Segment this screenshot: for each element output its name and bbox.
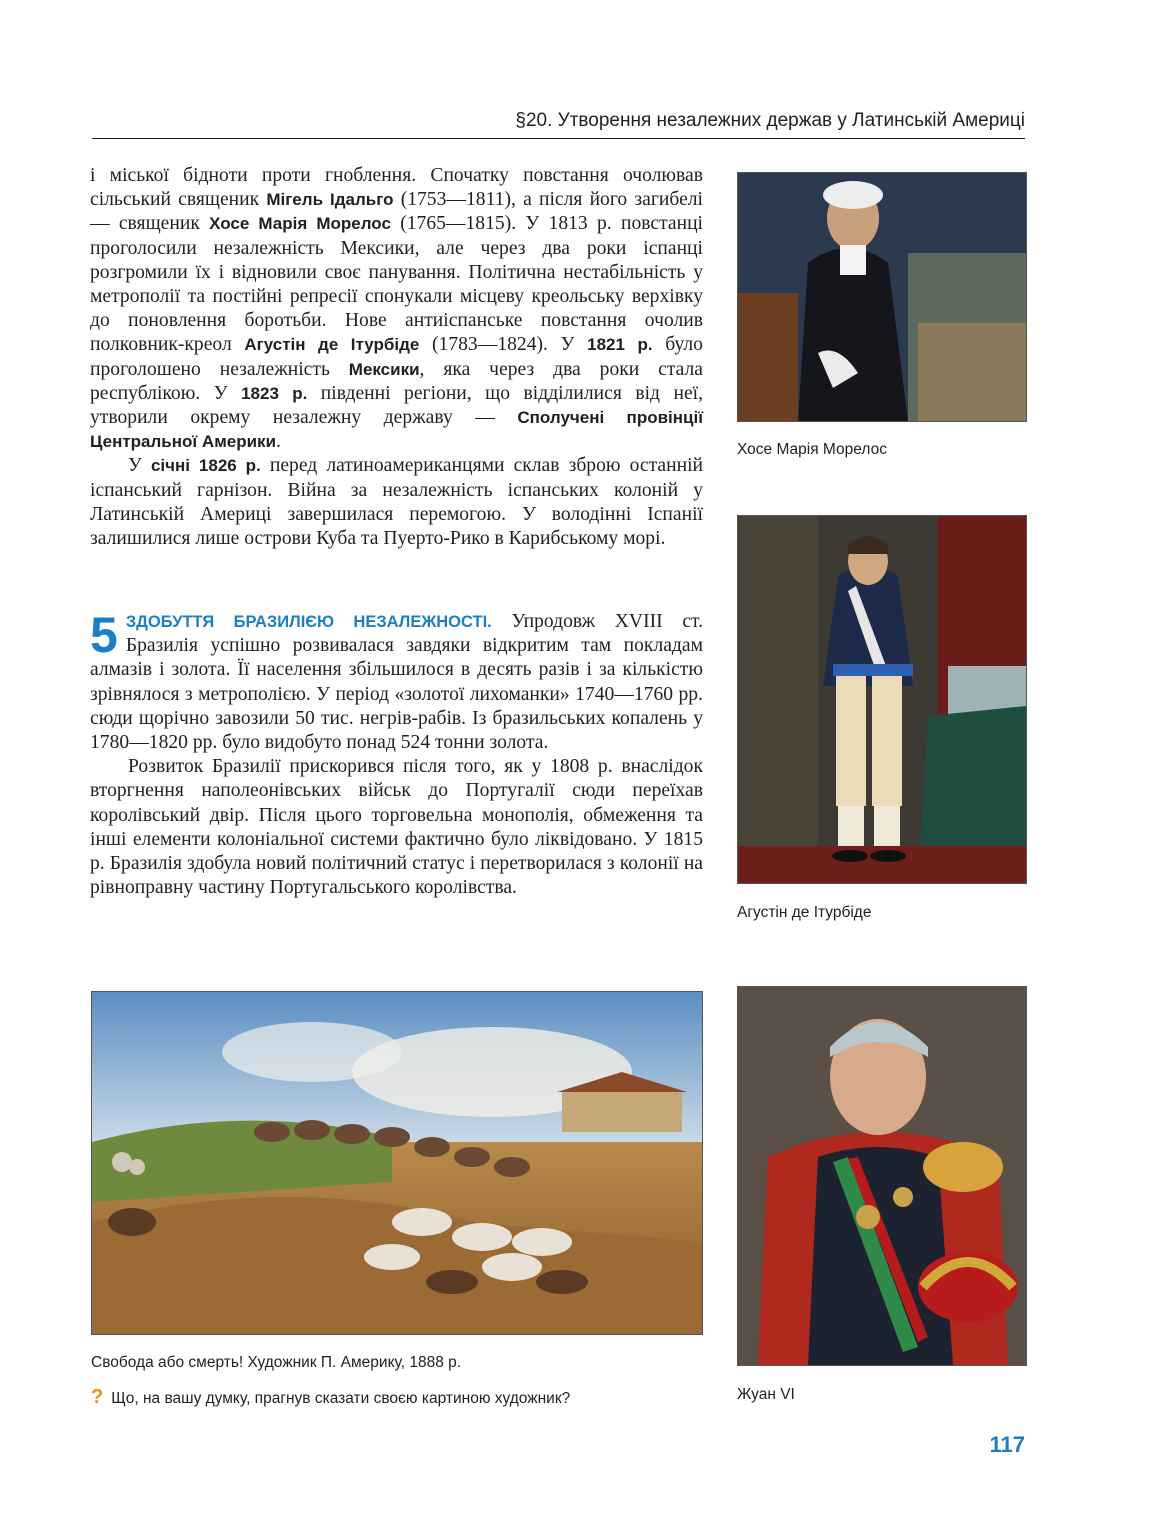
bold-term: Агустін де Ітурбіде [244, 335, 420, 355]
running-header [92, 108, 1025, 139]
question [91, 1386, 570, 1409]
iturbide-portrait [737, 515, 1027, 884]
question-text: Що, на вашу думку, прагнув сказати своєю картиною художник? [111, 1390, 571, 1407]
bold-term: Мігель Ідальго [266, 190, 394, 210]
bold-term: Хосе Марія Морелос [209, 214, 391, 234]
caption-painting: Свобода або смерть! Художник П. Америку, 1888 р. [91, 1354, 462, 1371]
morelos-portrait [737, 172, 1027, 422]
paragraph-1: і міської бідноти проти гноблення. Спочатку повстання очолював сільський священик Мігель Ідальго (1753—1811), а після його загибелі — священик Хосе Марія Морелос (1765—1815). У 1813 р. повстанці проголосили незалежність Мексики, але через два роки іспанці розгромили їх і відновили своє панування. Політична нестабільність у метрополії та постійні репресії спонукали місцеву креольську верхівку до поновлення боротьби. Нове антиіспанське повстання очолив полковник-креол Агустін де Ітурбіде (1783—1824). У 1821 р. було проголошено незалежність Мексики, яка через два роки стала республікою. У 1823 р. південні регіони, що відділилися від неї, утворили окрему незалежну державу — Сполучені провінції Центральної Америки. [90, 165, 703, 453]
paragraph-2: У січні 1826 р. перед латиноамериканцями склав зброю останній іспанський гарнізон. Війна за незалежність іспанських колоній у Латинській Америці завершилася перемогою. У володінні Іспанії залишилися лише острови Куба та Пуерто-Рико в Карибському морі. [90, 455, 703, 550]
bold-term: 1821 р. [587, 335, 653, 355]
caption-joao-vi: Жуан VI [737, 1386, 795, 1403]
question-icon: ? [91, 1386, 104, 1408]
bold-term: 1823 р. [241, 383, 308, 403]
section-number: 5 [90, 607, 118, 663]
bold-term: січні 1826 р. [150, 456, 261, 476]
bold-term: Мексики [348, 359, 420, 379]
caption-iturbide: Агустін де Ітурбіде [737, 904, 872, 921]
section-5 [90, 607, 703, 900]
page-number: 117 [989, 1432, 1025, 1457]
section-title: ЗДОБУТТЯ БРАЗИЛІЄЮ НЕЗАЛЕЖНОСТІ. [125, 613, 492, 631]
paragraph-3: Розвиток Бразилії прискорився після того, як у 1808 р. внаслідок вторгнення наполеонівських військ до Португалії сюди переїхав королівський двір. Після цього торговельна монополія, обмеження та інші елементи колоніальної системи фактично було ліквідовано. У 1815 р. Бразилія здобула новий політичний статус і перетворилася з колонії на рівноправну частину Португальського королівства. [90, 756, 703, 899]
bold-term: Сполучені провінції Центральної Америки [90, 408, 703, 452]
running-title: §20. Утворення незалежних держав у Латинській Америці [515, 110, 1025, 131]
battle-painting [91, 991, 703, 1335]
main-text-top [90, 164, 703, 551]
section-5-paragraph: 5 ЗДОБУТТЯ БРАЗИЛІЄЮ НЕЗАЛЕЖНОСТІ. Упродовж XVIII ст. Бразилія успішно розвивалася завдяки відкритим там покладам алмазів і золота. Її населення збільшилося в десять разів і за кількістю зрівнялося з метрополією. У період «золотої лихоманки» 1740—1760 рр. сюди щорічно завозили 50 тис. негрів-рабів. Із бразильських копалень у 1780—1820 рр. було видобуто понад 524 тонни золота. [90, 607, 703, 754]
caption-morelos: Хосе Марія Морелос [737, 441, 887, 458]
joao-vi-portrait [737, 986, 1027, 1366]
